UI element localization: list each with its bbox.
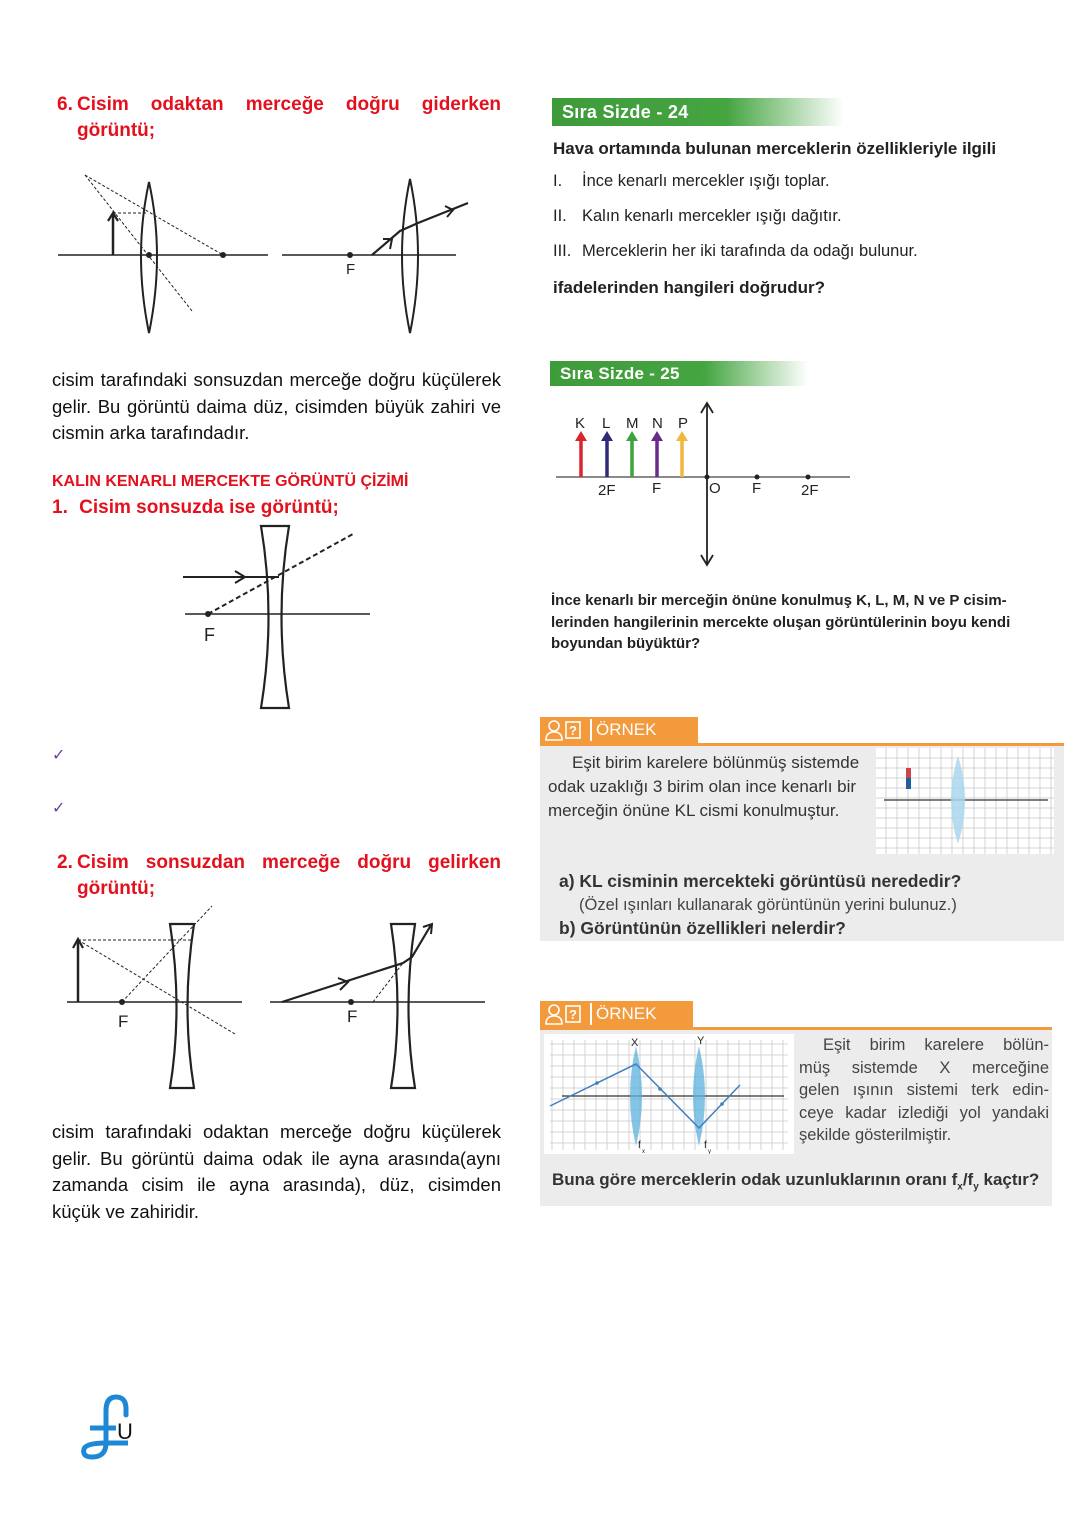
checkmark-icon: ✓ — [52, 747, 66, 764]
axis-label-f-right: F — [752, 480, 762, 497]
convex-lens-virtual-image-diagram — [50, 165, 480, 345]
focus-label: F — [346, 261, 356, 278]
focus-label: F — [204, 625, 215, 645]
ornek-1-question-b: b) Görüntünün özellikleri nelerdir? — [559, 918, 846, 938]
object-k-arrow — [575, 431, 587, 477]
text-line: odak uzaklığı 3 birim olan ince kenarlı bir — [548, 777, 857, 796]
svg-text:?: ? — [569, 723, 577, 738]
lens-x-label: X — [631, 1037, 639, 1049]
publisher-logo — [78, 1393, 138, 1463]
sira-sizde-24-question: ifadelerinden hangileri doğrudur? — [553, 278, 826, 297]
focus-label-right: F — [347, 1007, 358, 1026]
sira-sizde-25-question — [551, 590, 1010, 655]
logo-letter: U — [117, 1419, 133, 1444]
section-2-paragraph: cisim tarafındaki odaktan merceğe doğru küçülerek gelir. Bu görüntü daima odak ile ayna arasında(aynı zamanda cisim ile ayna arasında), düz, cisimden küçük ve zahiridir. — [52, 1121, 501, 1222]
statement-number: II. — [553, 207, 567, 225]
ornek-1-content — [540, 746, 1064, 941]
section-2-number: 2. — [57, 852, 73, 873]
statement-item — [553, 172, 918, 207]
student-question-icon — [544, 719, 594, 741]
ornek-1-label: ÖRNEK — [596, 720, 657, 739]
text-line: Eşit birim karelere bölünmüş sistemde — [572, 753, 860, 772]
concave-lens-infinity-diagram — [175, 522, 375, 714]
object-m-arrow — [626, 431, 638, 477]
object-n-arrow — [651, 431, 663, 477]
object-label-k: K — [575, 415, 586, 432]
text-line: merceğin önüne KL cismi konulmuştur. — [548, 801, 840, 820]
svg-text:?: ? — [569, 1007, 577, 1022]
focal-fx-label: f — [638, 1140, 641, 1151]
axis-label-2f-right: 2F — [801, 482, 819, 499]
statement-item — [553, 242, 918, 277]
text-line: müş sistemde X merceğine — [799, 1058, 1049, 1077]
section-2-title-line2: görüntü; — [77, 878, 156, 899]
object-label-n: N — [652, 415, 663, 432]
statement-text: Merceklerin her iki tarafında da odağı bulunur. — [582, 242, 918, 260]
focal-fy-label: f — [704, 1140, 707, 1151]
question-text: kaçtır? — [978, 1170, 1040, 1189]
sira-sizde-24-intro: Hava ortamında bulunan merceklerin özellikleriyle ilgili — [553, 139, 997, 158]
ornek-2-text — [799, 1034, 1049, 1147]
focal-fx-subscript: x — [642, 1149, 645, 1154]
concave-item-1-title: Cisim sonsuzda ise görüntü; — [79, 497, 339, 518]
ornek-2-tab — [540, 1001, 693, 1027]
axis-label-f-left: F — [652, 480, 662, 497]
statement-text: Kalın kenarlı mercekler ışığı dağıtır. — [582, 207, 842, 225]
ornek-2-box — [540, 1001, 1052, 1204]
text-line: Eşit birim karelere bölün- — [823, 1036, 1049, 1054]
concave-item-1-number: 1. — [52, 497, 68, 518]
lens-y-label: Y — [697, 1035, 705, 1047]
text-line: gelen ışının sistemi terk edin- — [799, 1081, 1049, 1099]
section-6-number: 6. — [57, 94, 73, 115]
object-p-arrow — [676, 431, 688, 477]
ornek-2-label: ÖRNEK — [596, 1004, 657, 1023]
section-6-title-line1: Cisim odaktan merceğe doğru giderken — [77, 94, 501, 115]
statement-text: İnce kenarlı mercekler ışığı toplar. — [582, 172, 830, 190]
ornek-2-content — [540, 1030, 1052, 1206]
student-question-icon — [544, 1003, 594, 1025]
ornek-1-box — [540, 717, 1064, 941]
object-l-arrow — [601, 431, 613, 477]
question-line: lerinden hangilerinin mercekte oluşan görüntülerinin boyu kendi — [551, 613, 1011, 631]
question-text: Buna göre merceklerin odak uzunluklarının oranı f — [552, 1170, 958, 1189]
section-6-heading — [57, 92, 501, 144]
ornek-2-question — [552, 1170, 1039, 1192]
sira-sizde-24-header: Sıra Sizde - 24 — [552, 98, 844, 126]
concave-lens-image-diagram — [60, 900, 500, 1092]
text-line: ceye kadar izlediği yol yandaki — [799, 1103, 1049, 1122]
sira-sizde-25-header: Sıra Sizde - 25 — [550, 361, 808, 386]
focal-fy-subscript: y — [708, 1149, 711, 1154]
axis-label-2f-left: 2F — [598, 482, 616, 499]
question-text: /f — [962, 1170, 974, 1189]
object-label-p: P — [678, 415, 689, 432]
ornek-1-hint: (Özel ışınları kullanarak görüntünün yerini bulunuz.) — [579, 896, 957, 914]
concave-item-1-heading — [52, 495, 339, 521]
statement-number: III. — [553, 242, 572, 260]
subscript-y: y — [973, 1181, 979, 1193]
focus-label-left: F — [118, 1012, 129, 1031]
checkmark-icon: ✓ — [52, 800, 66, 817]
subscript-x: x — [957, 1181, 963, 1193]
objects-on-axis-diagram — [550, 395, 860, 570]
two-lens-ray-diagram — [544, 1034, 794, 1154]
concave-lens-heading: KALIN KENARLI MERCEKTE GÖRÜNTÜ ÇİZİMİ — [52, 473, 409, 490]
sira-sizde-24-items — [553, 172, 918, 277]
statement-number: I. — [553, 172, 563, 190]
ornek-1-question-a: a) KL cisminin mercekteki görüntüsü nerededir? — [559, 871, 962, 891]
section-6-paragraph: cisim tarafındaki sonsuzdan merceğe doğru küçülerek gelir. Bu görüntü daima düz, cisimden büyük zahiri ve cismin arka tarafındadır. — [52, 369, 501, 443]
section-6-title-line2: görüntü; — [77, 120, 156, 141]
question-line: boyundan büyüktür? — [551, 635, 701, 652]
object-label-l: L — [602, 415, 611, 432]
ornek-1-tab — [540, 717, 698, 743]
grid-lens-diagram — [876, 748, 1054, 854]
section-2-heading — [57, 850, 501, 902]
section-2-title-line1: Cisim sonsuzdan merceğe doğru gelirken — [77, 852, 501, 873]
text-line: şekilde gösterilmiştir. — [799, 1126, 952, 1144]
axis-label-o: O — [709, 480, 721, 497]
question-line: İnce kenarlı bir merceğin önüne konulmuş K, L, M, N ve P cisim- — [551, 592, 1007, 609]
ornek-1-text — [548, 751, 859, 823]
object-label-m: M — [626, 415, 639, 432]
statement-item — [553, 207, 918, 242]
